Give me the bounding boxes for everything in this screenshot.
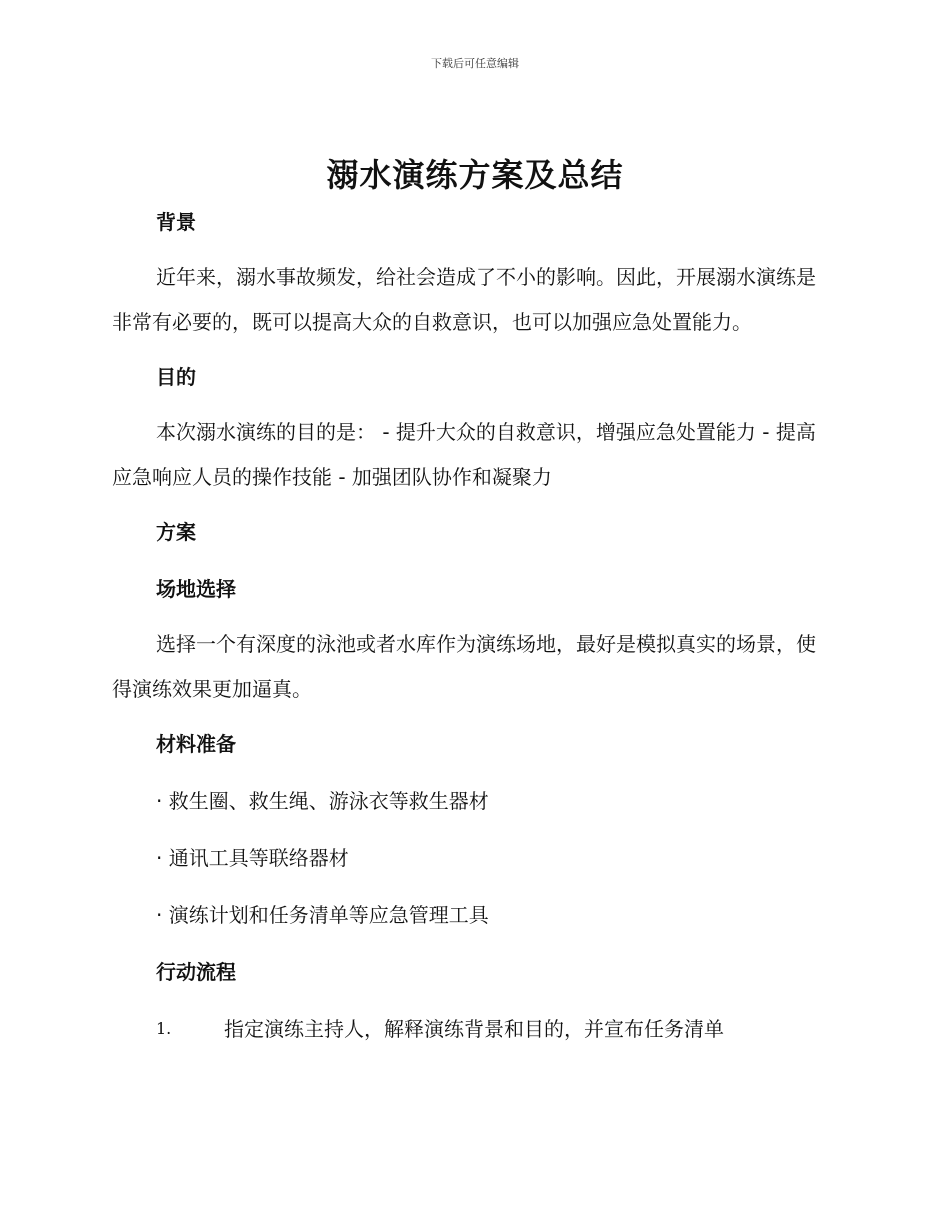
section-heading-background: 背景 xyxy=(156,210,196,234)
purpose-paragraph: 本次溺水演练的目的是： - 提升大众的自救意识，增强应急处置能力 - 提高应急响应人员的操作技能 - 加强团队协作和凝聚力 xyxy=(112,420,816,489)
document-body xyxy=(112,204,834,1047)
section-heading-plan: 方案 xyxy=(156,520,196,544)
background-paragraph: 近年来，溺水事故频发，给社会造成了不小的影响。因此，开展溺水演练是非常有必要的，既可以提高大众的自救意识，也可以加强应急处置能力。 xyxy=(112,265,816,334)
venue-paragraph: 选择一个有深度的泳池或者水库作为演练场地，最好是模拟真实的场景，使得演练效果更加逼真。 xyxy=(112,632,816,701)
numbered-list-item xyxy=(112,1011,834,1047)
list-item: · 救生圈、救生绳、游泳衣等救生器材 xyxy=(156,789,489,813)
section-heading-venue: 场地选择 xyxy=(156,577,236,601)
document-title: 溺水演练方案及总结 xyxy=(326,156,624,194)
list-item-text: 指定演练主持人，解释演练背景和目的，并宣布任务清单 xyxy=(224,1017,724,1041)
section-heading-materials: 材料准备 xyxy=(156,732,236,756)
section-heading-purpose: 目的 xyxy=(156,365,196,389)
list-item: · 通讯工具等联络器材 xyxy=(156,846,349,870)
section-heading-process: 行动流程 xyxy=(156,960,236,984)
list-item-number: 1. xyxy=(156,1019,172,1038)
header-note: 下载后可任意编辑 xyxy=(431,57,519,70)
list-item: · 演练计划和任务清单等应急管理工具 xyxy=(156,903,489,927)
